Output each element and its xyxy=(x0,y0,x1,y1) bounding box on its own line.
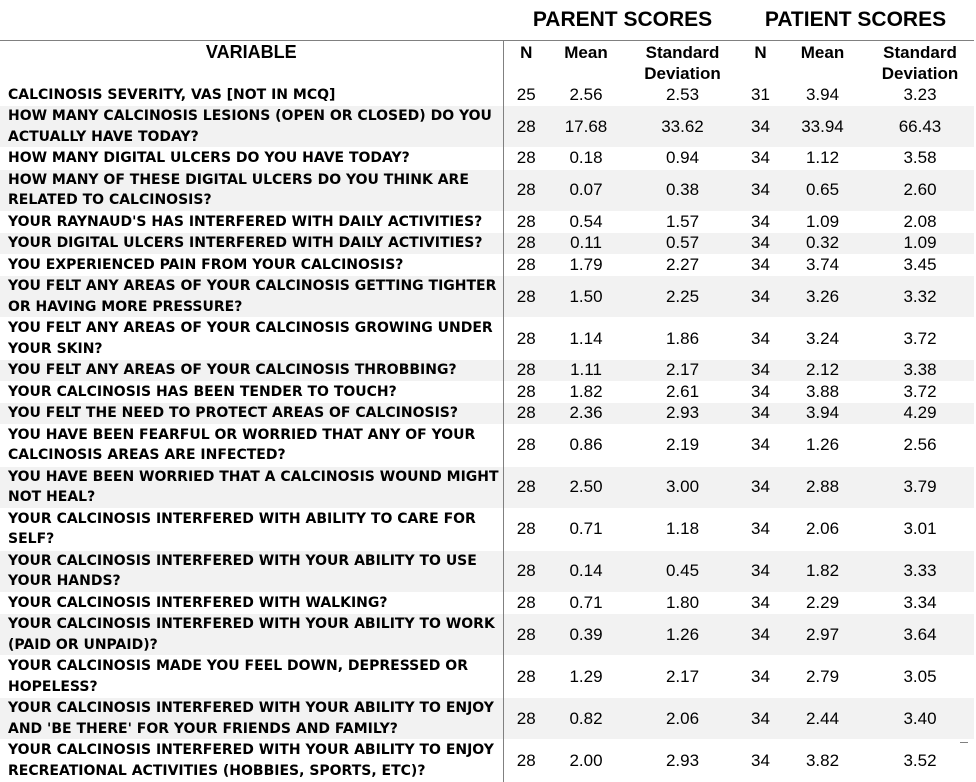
patient-n-cell: 34 xyxy=(751,624,770,644)
patient-n-cell: 34 xyxy=(751,666,770,686)
patient-n-cell: 34 xyxy=(751,254,770,274)
parent-mean-cell: 1.79 xyxy=(569,254,603,274)
parent-sd-cell: 2.53 xyxy=(665,84,700,104)
patient-sd-cell: 66.43 xyxy=(898,116,942,136)
parent-sd-cell: 0.57 xyxy=(665,233,700,253)
patient-mean-cell: 1.26 xyxy=(805,435,840,454)
parent-sd-cell: 1.18 xyxy=(665,519,700,538)
variable-cell: HOW MANY CALCINOSIS LESIONS (OPEN OR CLOSED) DO YOU ACTUALLY HAVE TODAY? xyxy=(8,108,492,145)
parent-sd-header xyxy=(623,41,742,85)
patient-mean-cell: 0.32 xyxy=(805,233,840,253)
patient-mean-cell: 3.94 xyxy=(805,84,840,104)
parent-n-cell: 28 xyxy=(503,550,549,592)
patient-n-cell: 34 xyxy=(751,477,770,496)
patient-n-cell: 31 xyxy=(751,84,770,104)
variable-cell: HOW MANY OF THESE DIGITAL ULCERS DO YOU THINK ARE RELATED TO CALCINOSIS? xyxy=(8,171,469,208)
table-row xyxy=(0,508,974,550)
patient-mean-cell: 3.94 xyxy=(805,403,840,423)
variable-cell: YOUR CALCINOSIS HAS BEEN TENDER TO TOUCH? xyxy=(8,383,397,400)
patient-sd-cell: 3.79 xyxy=(903,477,937,496)
variable-cell: YOUR CALCINOSIS INTERFERED WITH WALKING? xyxy=(8,594,388,611)
corner-mark xyxy=(960,742,968,743)
parent-sd-cell: 0.94 xyxy=(665,148,700,168)
patient-n-cell: 34 xyxy=(751,328,770,348)
parent-mean-cell: 0.14 xyxy=(569,561,603,580)
parent-mean-cell: 17.68 xyxy=(564,116,608,136)
table-row xyxy=(0,254,974,276)
patient-mean-cell: 33.94 xyxy=(801,116,844,136)
patient-n-cell: 34 xyxy=(751,116,770,136)
patient-mean-cell: 2.12 xyxy=(805,360,840,380)
patient-n-cell: 34 xyxy=(751,750,770,770)
patient-mean-cell: 2.79 xyxy=(805,666,840,686)
parent-n-cell: 28 xyxy=(503,254,549,276)
parent-mean-cell: 0.71 xyxy=(569,592,603,612)
parent-mean-cell: 1.50 xyxy=(569,286,603,306)
parent-mean-cell: 2.56 xyxy=(569,84,603,104)
patient-n-cell: 34 xyxy=(751,211,770,231)
parent-n-cell: 28 xyxy=(503,740,549,782)
parent-n-cell: 28 xyxy=(503,403,549,425)
parent-sd-cell: 2.06 xyxy=(665,708,700,728)
patient-sd-cell: 3.58 xyxy=(903,148,937,168)
patient-sd-cell: 3.33 xyxy=(903,561,937,580)
parent-n-cell: 28 xyxy=(503,381,549,403)
patient-n-cell: 34 xyxy=(751,708,770,728)
parent-n-cell: 28 xyxy=(503,148,549,170)
table-body xyxy=(0,85,974,782)
patient-n-cell: 34 xyxy=(751,233,770,253)
parent-sd-cell: 2.61 xyxy=(665,381,700,401)
patient-mean-cell: 1.09 xyxy=(805,211,840,231)
parent-sd-header-line2: Deviation xyxy=(644,64,721,83)
patient-sd-cell: 3.72 xyxy=(903,381,937,401)
patient-sd-cell: 3.45 xyxy=(903,254,937,274)
patient-sd-header-line1: Standard xyxy=(883,43,957,62)
parent-mean-cell: 0.18 xyxy=(569,148,603,168)
table-row xyxy=(0,318,974,360)
variable-cell: YOU FELT THE NEED TO PROTECT AREAS OF CALCINOSIS? xyxy=(8,405,458,421)
variable-cell: YOUR DIGITAL ULCERS INTERFERED WITH DAILY ACTIVITIES? xyxy=(8,235,483,251)
patient-n-cell: 34 xyxy=(751,286,770,306)
parent-n-cell: 28 xyxy=(503,698,549,740)
patient-sd-header-line2: Deviation xyxy=(881,64,959,83)
table-row xyxy=(0,698,974,740)
parent-mean-cell: 1.14 xyxy=(569,328,603,348)
parent-mean-cell: 2.36 xyxy=(569,403,603,423)
parent-sd-cell: 0.38 xyxy=(665,180,700,199)
parent-sd-cell: 2.93 xyxy=(665,403,700,423)
parent-sd-cell: 2.27 xyxy=(665,254,700,274)
patient-sd-cell: 2.60 xyxy=(903,180,937,199)
patient-n-cell: 34 xyxy=(751,519,770,538)
variable-cell: YOU FELT ANY AREAS OF YOUR CALCINOSIS GETTING TIGHTER OR HAVING MORE PRESSURE? xyxy=(8,278,497,315)
parent-mean-header: Mean xyxy=(564,43,608,62)
variable-cell: HOW MANY DIGITAL ULCERS DO YOU HAVE TODAY? xyxy=(8,150,410,166)
variable-cell: YOU FELT ANY AREAS OF YOUR CALCINOSIS THROBBING? xyxy=(8,362,457,378)
patient-mean-cell: 1.12 xyxy=(805,148,840,168)
patient-mean-cell: 1.82 xyxy=(805,561,840,580)
patient-sd-cell: 3.23 xyxy=(903,84,937,104)
patient-sd-cell: 4.29 xyxy=(903,403,937,423)
parent-sd-cell: 2.25 xyxy=(665,286,700,306)
patient-mean-cell: 2.06 xyxy=(805,519,840,538)
patient-sd-cell: 3.40 xyxy=(903,708,937,728)
parent-n-cell: 28 xyxy=(503,169,549,211)
patient-sd-cell: 3.52 xyxy=(903,750,937,770)
patient-mean-cell: 3.88 xyxy=(805,381,840,401)
patient-n-cell: 34 xyxy=(751,148,770,168)
parent-sd-cell: 1.26 xyxy=(665,624,700,644)
patient-mean-cell: 2.29 xyxy=(805,592,840,612)
parent-n-cell: 28 xyxy=(503,106,549,148)
table-row xyxy=(0,106,974,148)
variable-cell: YOUR CALCINOSIS INTERFERED WITH YOUR ABILITY TO ENJOY AND 'BE THERE' FOR YOUR FRIENDS AND FAMILY? xyxy=(8,700,494,737)
parent-sd-cell: 2.93 xyxy=(665,750,700,770)
patient-n-cell: 34 xyxy=(751,435,770,454)
parent-sd-cell: 2.17 xyxy=(665,360,700,380)
parent-sd-cell: 1.86 xyxy=(665,328,700,348)
table-row xyxy=(0,424,974,466)
parent-mean-cell: 0.39 xyxy=(569,624,603,644)
table-row xyxy=(0,276,974,318)
patient-sd-cell: 2.56 xyxy=(903,435,937,454)
table-row xyxy=(0,403,974,425)
patient-mean-cell: 3.74 xyxy=(805,254,840,274)
patient-sd-header xyxy=(866,41,974,85)
parent-sd-cell: 2.17 xyxy=(665,666,700,686)
parent-sd-cell: 1.57 xyxy=(665,211,700,231)
patient-sd-cell: 3.32 xyxy=(903,286,937,306)
parent-sd-cell: 0.45 xyxy=(665,561,700,580)
parent-n-cell: 28 xyxy=(503,592,549,614)
variable-cell: YOUR CALCINOSIS INTERFERED WITH ABILITY TO CARE FOR SELF? xyxy=(8,510,476,547)
parent-n-cell: 28 xyxy=(503,276,549,318)
variable-cell: YOUR RAYNAUD'S HAS INTERFERED WITH DAILY ACTIVITIES? xyxy=(8,213,483,230)
patient-n-cell: 34 xyxy=(751,381,770,401)
patient-sd-cell: 3.64 xyxy=(903,624,937,644)
patient-sd-cell: 3.72 xyxy=(903,328,937,348)
patient-n-cell: 34 xyxy=(751,403,770,423)
header-row xyxy=(0,41,974,85)
patient-mean-cell: 3.24 xyxy=(805,328,840,348)
parent-mean-cell: 1.11 xyxy=(570,360,602,380)
table-row xyxy=(0,614,974,656)
patient-n-header: N xyxy=(754,43,767,62)
patient-mean-cell: 2.44 xyxy=(805,708,840,728)
variable-cell: YOUR CALCINOSIS INTERFERED WITH YOUR ABILITY TO WORK (PAID OR UNPAID)? xyxy=(8,616,495,653)
parent-n-cell: 28 xyxy=(503,614,549,656)
patient-sd-cell: 3.05 xyxy=(903,666,937,686)
table-row xyxy=(0,381,974,403)
parent-sd-header-line1: Standard xyxy=(645,43,720,62)
table-row xyxy=(0,211,974,233)
patient-sd-cell: 2.08 xyxy=(903,211,937,231)
parent-sd-cell: 2.19 xyxy=(665,435,700,454)
patient-mean-cell: 0.65 xyxy=(805,180,840,199)
patient-mean-cell: 2.88 xyxy=(805,477,840,496)
table-row xyxy=(0,233,974,255)
parent-mean-cell: 2.50 xyxy=(569,477,603,496)
patient-n-cell: 34 xyxy=(751,592,770,612)
patient-sd-cell: 1.09 xyxy=(903,233,937,253)
table-row xyxy=(0,656,974,698)
variable-cell: YOU HAVE BEEN FEARFUL OR WORRIED THAT ANY OF YOUR CALCINOSIS AREAS ARE INFECTED? xyxy=(8,426,476,463)
patient-mean-cell: 2.97 xyxy=(805,624,840,644)
variable-cell: YOU HAVE BEEN WORRIED THAT A CALCINOSIS WOUND MIGHT NOT HEAL? xyxy=(8,468,499,505)
parent-n-cell: 28 xyxy=(503,318,549,360)
parent-mean-cell: 2.00 xyxy=(569,750,603,770)
table-row xyxy=(0,148,974,170)
table-row xyxy=(0,550,974,592)
table-row xyxy=(0,169,974,211)
table-row xyxy=(0,85,974,106)
variable-column-header: VARIABLE xyxy=(205,42,297,62)
parent-mean-cell: 0.86 xyxy=(569,435,603,454)
parent-mean-cell: 1.29 xyxy=(569,666,603,686)
parent-mean-cell: 0.71 xyxy=(569,519,603,538)
parent-mean-cell: 0.11 xyxy=(570,233,602,253)
parent-n-cell: 28 xyxy=(503,656,549,698)
parent-n-cell: 25 xyxy=(503,85,549,106)
patient-mean-cell: 3.26 xyxy=(805,286,840,306)
table-row xyxy=(0,740,974,782)
parent-n-header: N xyxy=(503,41,549,85)
parent-n-cell: 28 xyxy=(503,233,549,255)
variable-cell: YOU FELT ANY AREAS OF YOUR CALCINOSIS GROWING UNDER YOUR SKIN? xyxy=(8,320,493,357)
variable-cell: YOUR CALCINOSIS INTERFERED WITH YOUR ABILITY TO USE YOUR HANDS? xyxy=(8,552,477,589)
parent-sd-cell: 33.62 xyxy=(661,116,704,136)
variable-cell: YOUR CALCINOSIS MADE YOU FEEL DOWN, DEPRESSED OR HOPELESS? xyxy=(8,658,468,695)
parent-sd-cell: 1.80 xyxy=(665,592,700,612)
parent-scores-heading: PARENT SCORES xyxy=(532,8,713,31)
variable-cell: CALCINOSIS SEVERITY, VAS [NOT IN MCQ] xyxy=(8,86,336,103)
parent-n-cell: 28 xyxy=(503,360,549,382)
patient-n-cell: 34 xyxy=(751,360,770,380)
patient-n-cell: 34 xyxy=(751,561,770,580)
table-row xyxy=(0,466,974,508)
patient-sd-cell: 3.38 xyxy=(903,360,937,380)
table-row xyxy=(0,360,974,382)
parent-mean-cell: 1.82 xyxy=(569,381,603,401)
patient-mean-header: Mean xyxy=(800,43,845,62)
parent-sd-cell: 3.00 xyxy=(665,477,700,496)
parent-n-cell: 28 xyxy=(503,466,549,508)
patient-sd-cell: 3.01 xyxy=(903,519,937,538)
scores-table xyxy=(0,40,974,782)
patient-mean-cell: 3.82 xyxy=(805,750,840,770)
patient-sd-cell: 3.34 xyxy=(903,592,937,612)
variable-cell: YOU EXPERIENCED PAIN FROM YOUR CALCINOSIS? xyxy=(8,256,404,273)
parent-mean-cell: 0.82 xyxy=(569,708,603,728)
parent-n-cell: 28 xyxy=(503,424,549,466)
table-row xyxy=(0,592,974,614)
variable-cell: YOUR CALCINOSIS INTERFERED WITH YOUR ABILITY TO ENJOY RECREATIONAL ACTIVITIES (HOBBIES, SPORTS, ETC)? xyxy=(8,742,494,779)
patient-scores-heading: PATIENT SCORES xyxy=(764,8,947,31)
parent-mean-cell: 0.54 xyxy=(569,211,603,231)
parent-mean-cell: 0.07 xyxy=(569,180,603,199)
parent-n-cell: 28 xyxy=(503,211,549,233)
parent-n-cell: 28 xyxy=(503,508,549,550)
patient-n-cell: 34 xyxy=(751,180,770,199)
